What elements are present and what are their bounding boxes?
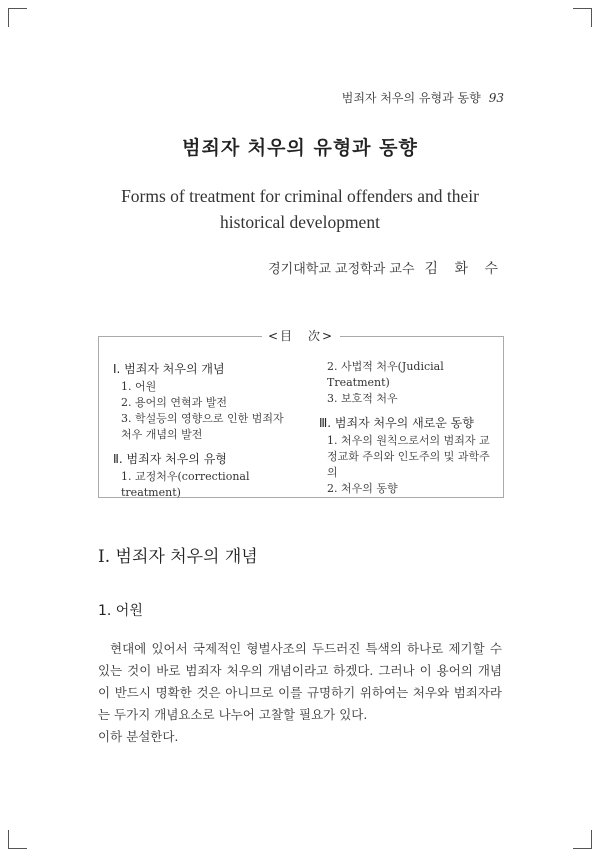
- author-line: [268, 258, 504, 278]
- body-text: [98, 638, 502, 748]
- paper-title-korean: 범죄자 처우의 유형과 동향: [182, 137, 418, 159]
- toc-item: 1. 교정처우(correctional treatment): [121, 470, 250, 499]
- body-paragraph: 현대에 있어서 국제적인 형벌사조의 두드러진 특색의 하나로 제기할 수 있는 것이 바로 범죄자 처우의 개념이라고 하겠다. 그러나 이 용어의 개념이 반드시 명확한 것은 아니므로 이를 규명하기 위하여는 처우와 범죄자라는 두가지 개념요소로 나누어 고찰할 필요가 있다.: [98, 641, 502, 722]
- toc-right-column: [319, 359, 495, 497]
- page-number: 93: [488, 91, 504, 105]
- body-paragraph-tail: 이하 분설한다.: [98, 729, 179, 744]
- table-of-contents: [98, 329, 504, 499]
- toc-section-3: Ⅲ. 범죄자 처우의 새로운 동향: [319, 416, 474, 430]
- section-1-heading: Ⅰ. 범죄자 처우의 개념: [98, 547, 258, 567]
- running-head-title: 범죄자 처우의 유형과 동향: [341, 91, 481, 105]
- toc-item: 3. 학설등의 영향으로 인한 범죄자처우 개념의 발전: [121, 412, 284, 441]
- toc-left-column: [113, 359, 291, 501]
- toc-heading: <目 次>: [99, 328, 503, 344]
- toc-item: 3. 보호적 처우: [327, 392, 398, 405]
- toc-item: 2. 용어의 연혁과 발전: [121, 396, 227, 409]
- toc-item: 2. 사법적 처우(Judicial Treatment): [327, 360, 444, 389]
- author-name: 김 화 수: [424, 261, 504, 277]
- paper-title-english: Forms of treatment for criminal offenders and their historical development: [121, 186, 479, 232]
- running-head: [342, 89, 504, 106]
- crop-mark-top-right: [573, 8, 592, 27]
- toc-item: 1. 처우의 원칙으로서의 범죄자 교정교화 주의와 인도주의 및 과학주의: [327, 434, 490, 479]
- toc-section-2: Ⅱ. 범죄자 처우의 유형: [113, 452, 227, 466]
- crop-mark-top-left: [8, 8, 27, 27]
- toc-section-1: Ⅰ. 범죄자 처우의 개념: [113, 362, 225, 376]
- subsection-1-heading: 1. 어원: [98, 603, 143, 619]
- author-affiliation: 경기대학교 교정학과 교수: [268, 262, 415, 277]
- toc-item: 2. 처우의 동향: [327, 482, 398, 495]
- crop-mark-bottom-right: [573, 830, 592, 849]
- crop-mark-bottom-left: [8, 830, 27, 849]
- toc-item: 1. 어원: [121, 380, 157, 393]
